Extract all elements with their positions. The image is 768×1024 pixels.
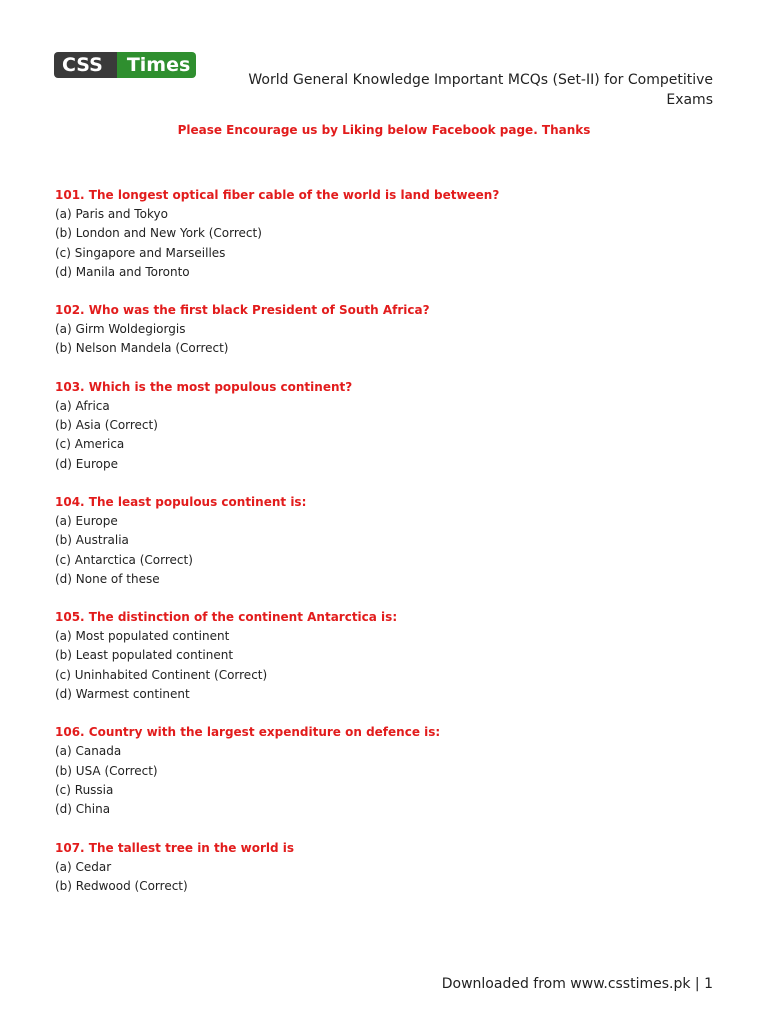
- answer-option: (b) USA (Correct): [55, 763, 158, 778]
- question-text: 104. The least populous continent is:: [55, 494, 307, 509]
- answer-option: (b) Asia (Correct): [55, 418, 158, 433]
- question-text: 107. The tallest tree in the world is: [55, 840, 295, 855]
- answer-option: (b) Redwood (Correct): [55, 878, 188, 893]
- question-block: [55, 723, 715, 819]
- answer-option: (d) Warmest continent: [55, 687, 190, 702]
- answer-option: (a) Cedar: [55, 859, 112, 874]
- answer-option: (d) China: [55, 802, 111, 817]
- answer-option: (d) Manila and Toronto: [55, 264, 190, 279]
- answer-option: (b) Australia: [55, 533, 129, 548]
- answer-option: (c) Singapore and Marseilles: [55, 245, 226, 260]
- question-block: [55, 301, 715, 359]
- page-footer: Downloaded from www.csstimes.pk | 1: [441, 976, 713, 992]
- answer-option: (b) Nelson Mandela (Correct): [55, 341, 229, 356]
- question-text: 103. Which is the most populous continent?: [55, 379, 353, 394]
- answer-option: (a) Paris and Tokyo: [55, 207, 168, 221]
- question-block: [55, 839, 715, 897]
- document-title: World General Knowledge Important MCQs (Set-II) for Competitive Exams: [248, 72, 713, 108]
- answer-option: (c) Russia: [55, 782, 114, 797]
- logo-text-times: Times: [117, 52, 196, 78]
- question-block: [55, 378, 715, 474]
- answer-option: (a) Europe: [55, 513, 118, 528]
- answer-option: (d) Europe: [55, 456, 118, 471]
- question-block: [55, 493, 715, 589]
- answer-option: (a) Africa: [55, 398, 110, 413]
- answer-option: (a) Most populated continent: [55, 629, 230, 644]
- answer-option: (a) Girm Woldegiorgis: [55, 322, 186, 337]
- facebook-notice: Please Encourage us by Liking below Facebook page. Thanks: [177, 123, 591, 137]
- answer-option: (b) London and New York (Correct): [55, 226, 262, 241]
- question-text: 101. The longest optical fiber cable of the world is land between?: [55, 188, 500, 202]
- answer-option: (d) None of these: [55, 571, 160, 586]
- answer-option: (c) Uninhabited Continent (Correct): [55, 667, 268, 682]
- question-list: [55, 186, 715, 915]
- answer-option: (c) America: [55, 437, 125, 452]
- question-text: 105. The distinction of the continent Antarctica is:: [55, 610, 398, 625]
- answer-option: (a) Canada: [55, 744, 122, 759]
- question-block: [55, 608, 715, 704]
- question-text: 106. Country with the largest expenditure on defence is:: [55, 725, 441, 740]
- site-logo: [54, 52, 196, 78]
- logo-text-css: CSS: [54, 52, 117, 78]
- answer-option: (c) Antarctica (Correct): [55, 552, 193, 567]
- question-text: 102. Who was the first black President of South Africa?: [55, 303, 430, 318]
- answer-option: (b) Least populated continent: [55, 648, 234, 663]
- question-block: [55, 186, 715, 282]
